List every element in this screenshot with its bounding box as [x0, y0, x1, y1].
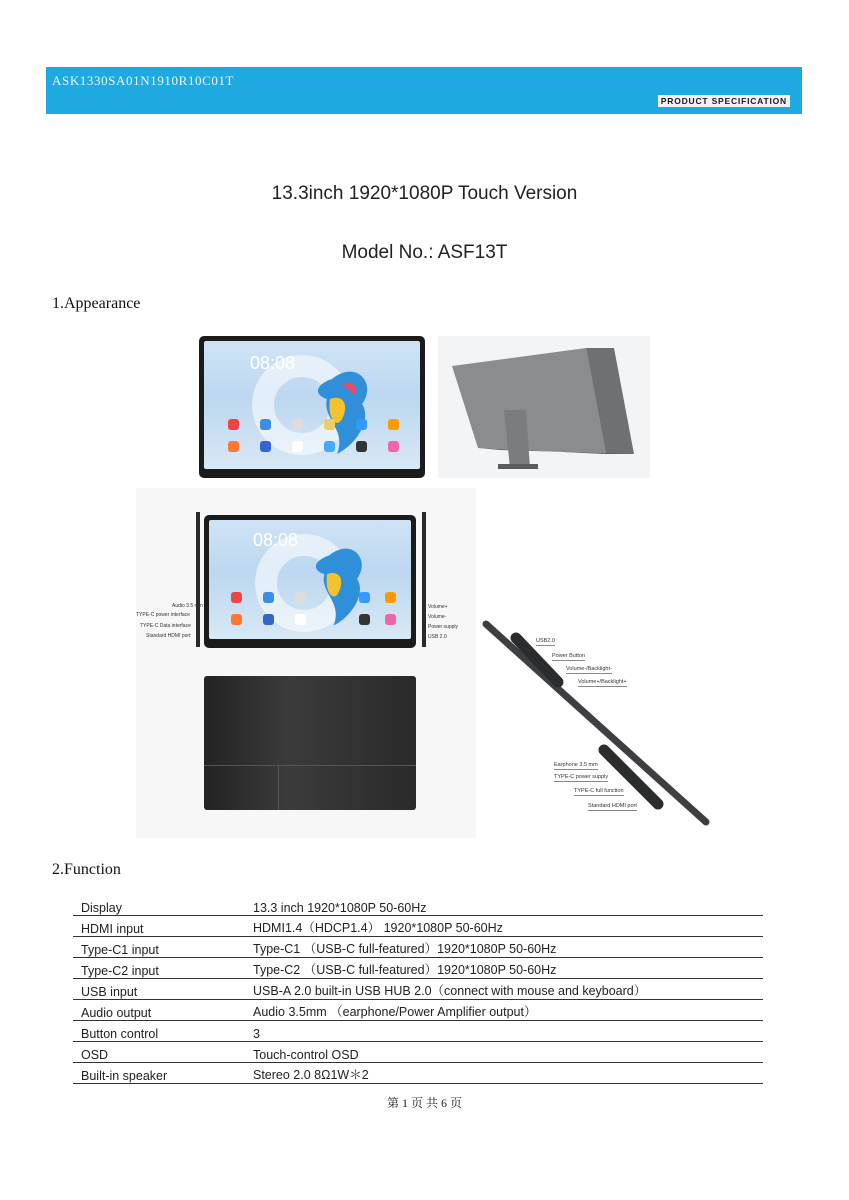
app-icon — [260, 419, 271, 430]
monitor-screen — [209, 520, 411, 639]
spec-key: USB input — [73, 979, 245, 1000]
app-icon — [295, 614, 306, 625]
app-icon — [292, 441, 303, 452]
side-callout: Standard HDMI port — [588, 803, 637, 809]
port-label: Power supply — [428, 624, 459, 630]
app-icon — [388, 441, 399, 452]
app-icon — [292, 419, 303, 430]
app-icon — [263, 592, 274, 603]
port-label: USB 2.0 — [428, 634, 447, 640]
app-icon — [356, 419, 367, 430]
monitor-front-ports-image — [204, 515, 416, 648]
page-footer: 第 1 页 共 6 页 — [386, 1096, 462, 1110]
spec-value: HDMI1.4（HDCP1.4） 1920*1080P 50-60Hz — [245, 916, 763, 937]
document-title: 13.3inch 1920*1080P Touch Version — [271, 183, 578, 204]
function-table — [73, 895, 763, 1084]
spec-key: Audio output — [73, 1000, 245, 1021]
app-icon — [295, 592, 306, 603]
app-icon — [260, 441, 271, 452]
spec-value: 3 — [245, 1021, 763, 1042]
app-icon — [324, 419, 335, 430]
screen-clock: 08:08 — [250, 353, 296, 373]
spec-key: OSD — [73, 1042, 245, 1063]
spec-value: 13.3 inch 1920*1080P 50-60Hz — [245, 895, 763, 916]
spec-value: Audio 3.5mm （earphone/Power Amplifier output） — [245, 1000, 763, 1021]
app-icon — [359, 614, 370, 625]
section-function: 2.Function — [52, 861, 121, 878]
spec-value: Type-C1 （USB-C full-featured）1920*1080P 50-60Hz — [245, 937, 763, 958]
side-callout: Power Button — [552, 653, 586, 659]
table-row — [73, 1021, 763, 1042]
spec-key: HDMI input — [73, 916, 245, 937]
side-callout: Volume+/Backlight+ — [578, 679, 627, 685]
document-code: ASK1330SA01N1910R10C01T — [52, 73, 235, 88]
side-callout: Earphone 3.5 mm — [554, 762, 598, 768]
app-icon — [324, 441, 335, 452]
spec-value: Touch-control OSD — [245, 1042, 763, 1063]
table-row — [73, 958, 763, 979]
side-callout: USB2.0 — [536, 638, 555, 644]
monitor-back-graphic — [438, 336, 650, 478]
table-row — [73, 916, 763, 937]
spec-value: Type-C2 （USB-C full-featured）1920*1080P 50-60Hz — [245, 958, 763, 979]
app-icon — [356, 441, 367, 452]
spec-key: Display — [73, 895, 245, 916]
model-number: Model No.: ASF13T — [341, 242, 508, 263]
port-label: TYPE-C Data interface — [140, 623, 191, 629]
monitor-back-panel-image — [204, 676, 416, 810]
app-icon — [385, 592, 396, 603]
table-row — [73, 979, 763, 1000]
port-label: Volume+ — [428, 604, 448, 610]
back-panel-stand — [204, 765, 416, 810]
table-row — [73, 1042, 763, 1063]
screen-clock: 08:08 — [253, 530, 299, 550]
table-row — [73, 1063, 763, 1084]
spec-value: Stereo 2.0 8Ω1W＊2 — [245, 1063, 763, 1084]
left-side-edge — [196, 512, 200, 647]
port-label: Standard HDMI port — [146, 633, 191, 639]
monitor-front-image — [199, 336, 425, 478]
app-icon — [228, 419, 239, 430]
table-row — [73, 895, 763, 916]
app-icon — [228, 441, 239, 452]
spec-key: Button control — [73, 1021, 245, 1042]
app-icon — [231, 614, 242, 625]
monitor-screen — [204, 341, 420, 469]
spec-key: Built-in speaker — [73, 1063, 245, 1084]
app-icon — [385, 614, 396, 625]
port-label: TYPE-C power interface — [136, 612, 190, 618]
port-label: Audio 3.5 mm — [172, 603, 203, 609]
app-icon — [231, 592, 242, 603]
table-row — [73, 1000, 763, 1021]
spec-value: USB-A 2.0 built-in USB HUB 2.0（connect with mouse and keyboard） — [245, 979, 763, 1000]
back-panel-seam — [278, 766, 279, 810]
side-callout: Volume-/Backlight- — [566, 666, 612, 672]
header-bar — [46, 67, 802, 114]
monitor-back-stand-image — [438, 336, 650, 478]
table-row — [73, 937, 763, 958]
spec-key: Type-C2 input — [73, 958, 245, 979]
app-icon — [388, 419, 399, 430]
port-label: Volume- — [428, 614, 447, 620]
spec-key: Type-C1 input — [73, 937, 245, 958]
side-callout: TYPE-C power supply — [554, 774, 609, 780]
side-callout: TYPE-C full function — [574, 788, 624, 794]
section-appearance: 1.Appearance — [52, 295, 141, 312]
right-side-edge — [422, 512, 426, 647]
product-specification-tag: PRODUCT SPECIFICATION — [658, 95, 790, 107]
app-icon — [263, 614, 274, 625]
app-icon — [359, 592, 370, 603]
